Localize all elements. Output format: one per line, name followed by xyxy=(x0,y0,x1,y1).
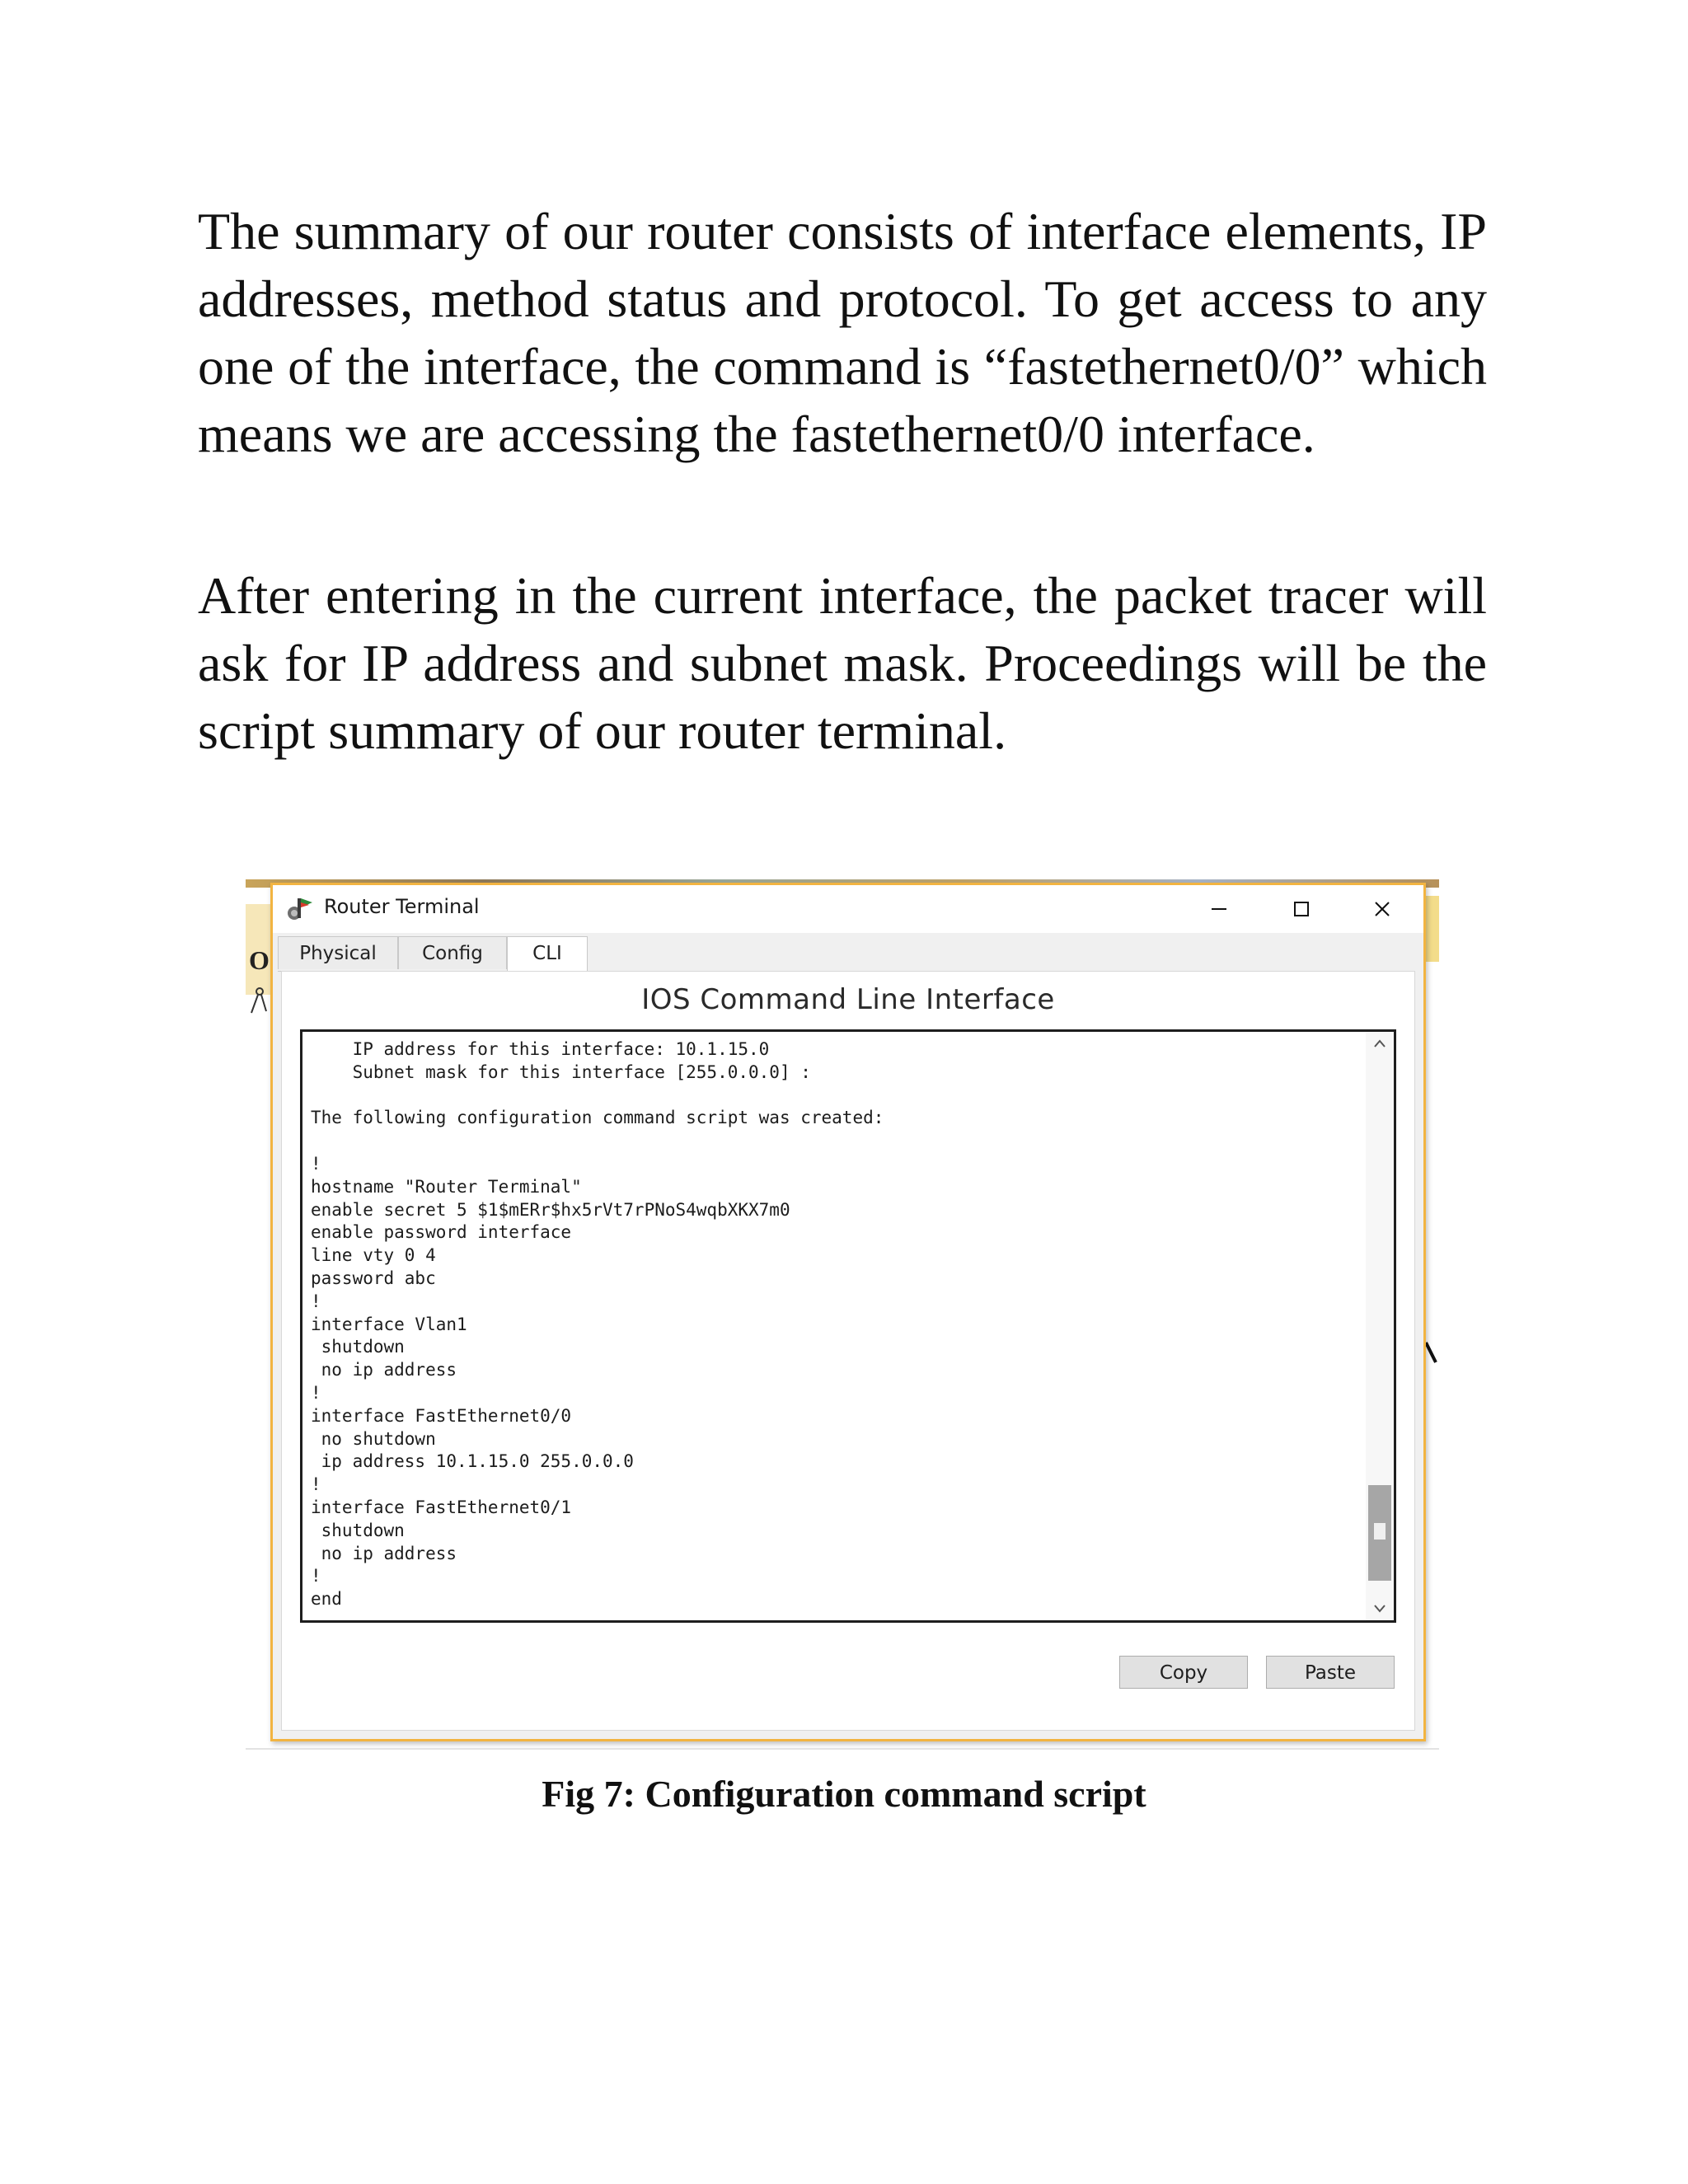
scrollbar-grip xyxy=(1374,1523,1386,1540)
title-bar[interactable] xyxy=(273,885,1423,933)
maximize-icon xyxy=(1292,899,1311,919)
router-terminal-icon xyxy=(286,895,314,923)
window-title: Router Terminal xyxy=(324,895,480,918)
background-left-panel xyxy=(246,904,272,995)
background-left-letter: O xyxy=(249,945,270,975)
figure-caption: Fig 7: Configuration command script xyxy=(542,1773,1146,1815)
router-terminal-screenshot xyxy=(246,879,1439,1748)
tab-config[interactable]: Config xyxy=(398,936,507,969)
background-cursor-icon xyxy=(1424,1341,1437,1366)
chevron-up-icon[interactable] xyxy=(1373,1038,1386,1048)
tab-physical[interactable]: Physical xyxy=(278,936,398,969)
cli-heading: IOS Command Line Interface xyxy=(641,983,1055,1016)
cli-panel xyxy=(281,971,1415,1731)
tab-cli[interactable]: CLI xyxy=(507,936,588,971)
background-device-icon xyxy=(247,987,269,1016)
router-terminal-window xyxy=(270,883,1426,1741)
tab-strip xyxy=(278,936,1415,972)
chevron-down-icon[interactable] xyxy=(1373,1604,1386,1614)
scrollbar-thumb[interactable] xyxy=(1368,1485,1391,1581)
copy-button[interactable]: Copy xyxy=(1119,1656,1248,1689)
maximize-button[interactable] xyxy=(1262,885,1341,933)
close-icon xyxy=(1372,899,1392,919)
paste-button[interactable]: Paste xyxy=(1266,1656,1395,1689)
body-paragraph-1: The summary of our router consists of interface elements, IP addresses, method status and protocol. To get access to any one of the interface, the command is “fastethernet0/0” which means we are accessing the fastethernet0/0 interface. xyxy=(198,202,1487,463)
cli-terminal[interactable] xyxy=(300,1029,1396,1623)
body-paragraph-2: After entering in the current interface, the packet tracer will ask for IP address and subnet mask. Proceedings will be the script summary of our router terminal. xyxy=(198,566,1487,760)
terminal-scrollbar[interactable] xyxy=(1366,1032,1394,1620)
close-button[interactable] xyxy=(1343,885,1422,933)
minimize-icon xyxy=(1209,899,1229,919)
screenshot-bottom-border xyxy=(246,1748,1439,1750)
terminal-output[interactable]: IP address for this interface: 10.1.15.0 Subnet mask for this interface [255.0.0.0] : The following configuration command script was created: ! hostname "Router Terminal" enable secret 5 $1$mERr$hx5rVt7rPNoS4wqbXKX7m0 enable password interface line vty 0 4 password abc ! interface Vlan1 shutdown no ip address ! interface FastEthernet0/0 no shutdown ip address 10.1.15.0 255.0.0.0 ! interface FastEthernet0/1 shutdown no ip address ! end xyxy=(311,1039,884,1610)
minimize-button[interactable] xyxy=(1179,885,1259,933)
